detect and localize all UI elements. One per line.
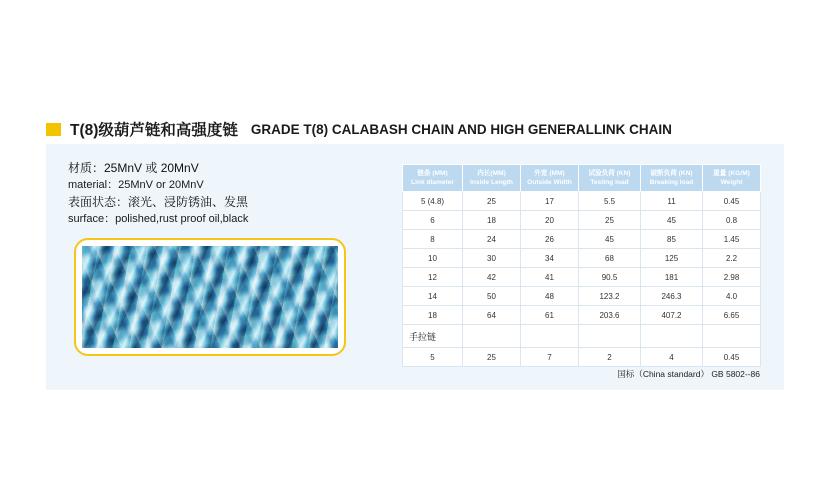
- th-weight: 重量 (KG/M) Weight: [703, 165, 761, 192]
- cell-inside-length: 25: [463, 192, 521, 211]
- cell-outside-width: 41: [521, 268, 579, 287]
- th-testing-load: 试验负荷 (KN) Testing load: [579, 165, 641, 192]
- material-english: material：25MnV or 20MnV: [68, 179, 204, 191]
- cell-empty: [579, 325, 641, 348]
- th-inside-length: 内长(MM) Inside Length: [463, 165, 521, 192]
- cell-inside-length: 30: [463, 249, 521, 268]
- cell-outside-width: 7: [521, 348, 579, 367]
- bullet-icon: [46, 123, 61, 136]
- cell-link-diameter: 5 (4.8): [403, 192, 463, 211]
- table-row: [403, 306, 761, 325]
- cell-outside-width: 17: [521, 192, 579, 211]
- cell-weight: 0.45: [703, 348, 761, 367]
- table-row: [403, 268, 761, 287]
- cell-outside-width: 26: [521, 230, 579, 249]
- table-row: [403, 249, 761, 268]
- th-breaking-load: 破断负荷 (KN) Breaking load: [641, 165, 703, 192]
- cell-outside-width: 61: [521, 306, 579, 325]
- cell-testing-load: 203.6: [579, 306, 641, 325]
- cell-testing-load: 68: [579, 249, 641, 268]
- surface-english: surface：polished,rust proof oil,black: [68, 213, 249, 225]
- cell-weight: 2.98: [703, 268, 761, 287]
- cell-weight: 1.45: [703, 230, 761, 249]
- table-row: [403, 287, 761, 306]
- cell-link-diameter: 5: [403, 348, 463, 367]
- table-row: [403, 211, 761, 230]
- spec-table: [402, 164, 761, 367]
- section-label: 手拉链: [403, 325, 463, 348]
- cell-inside-length: 64: [463, 306, 521, 325]
- cell-weight: 4.0: [703, 287, 761, 306]
- cell-link-diameter: 10: [403, 249, 463, 268]
- cell-breaking-load: 11: [641, 192, 703, 211]
- page-title: [46, 118, 672, 140]
- cell-breaking-load: 246.3: [641, 287, 703, 306]
- spec-table-wrapper: [402, 164, 760, 367]
- cell-weight: 0.8: [703, 211, 761, 230]
- title-chinese: T(8)级葫芦链和高强度链: [70, 122, 238, 139]
- cell-breaking-load: 85: [641, 230, 703, 249]
- material-chinese: 材质：25MnV 或 20MnV: [68, 161, 199, 175]
- title-english: GRADE T(8) CALABASH CHAIN AND HIGH GENERALLINK CHAIN: [250, 121, 672, 137]
- cell-inside-length: 18: [463, 211, 521, 230]
- th-outside-width: 外宽 (MM) Outside Width: [521, 165, 579, 192]
- spec-text-block: [68, 160, 368, 228]
- cell-weight: 0.45: [703, 192, 761, 211]
- content-panel: [46, 144, 784, 390]
- cell-empty: [463, 325, 521, 348]
- cell-testing-load: 5.5: [579, 192, 641, 211]
- cell-link-diameter: 6: [403, 211, 463, 230]
- cell-breaking-load: 407.2: [641, 306, 703, 325]
- th-link-diameter: 链条 (MM) Link diameter: [403, 165, 463, 192]
- cell-testing-load: 123.2: [579, 287, 641, 306]
- surface-chinese: 表面状态：滚光、浸防锈油、发黑: [68, 195, 249, 209]
- cell-empty: [641, 325, 703, 348]
- cell-link-diameter: 18: [403, 306, 463, 325]
- cell-outside-width: 48: [521, 287, 579, 306]
- cell-inside-length: 42: [463, 268, 521, 287]
- cell-link-diameter: 12: [403, 268, 463, 287]
- chain-photo: [82, 246, 338, 348]
- table-row: [403, 348, 761, 367]
- cell-outside-width: 34: [521, 249, 579, 268]
- table-header-row: [403, 165, 761, 192]
- table-section-row: [403, 325, 761, 348]
- cell-breaking-load: 4: [641, 348, 703, 367]
- cell-inside-length: 25: [463, 348, 521, 367]
- cell-breaking-load: 45: [641, 211, 703, 230]
- table-body: [403, 192, 761, 367]
- table-row: [403, 192, 761, 211]
- cell-breaking-load: 125: [641, 249, 703, 268]
- cell-testing-load: 45: [579, 230, 641, 249]
- cell-empty: [703, 325, 761, 348]
- product-photo-frame: [74, 238, 346, 356]
- cell-breaking-load: 181: [641, 268, 703, 287]
- cell-testing-load: 90.5: [579, 268, 641, 287]
- standard-footnote: 国标（China standard） GB 5802--86: [617, 369, 760, 379]
- cell-link-diameter: 14: [403, 287, 463, 306]
- cell-outside-width: 20: [521, 211, 579, 230]
- cell-testing-load: 25: [579, 211, 641, 230]
- table-row: [403, 230, 761, 249]
- cell-empty: [521, 325, 579, 348]
- cell-weight: 6.65: [703, 306, 761, 325]
- cell-inside-length: 24: [463, 230, 521, 249]
- cell-link-diameter: 8: [403, 230, 463, 249]
- cell-inside-length: 50: [463, 287, 521, 306]
- cell-weight: 2.2: [703, 249, 761, 268]
- cell-testing-load: 2: [579, 348, 641, 367]
